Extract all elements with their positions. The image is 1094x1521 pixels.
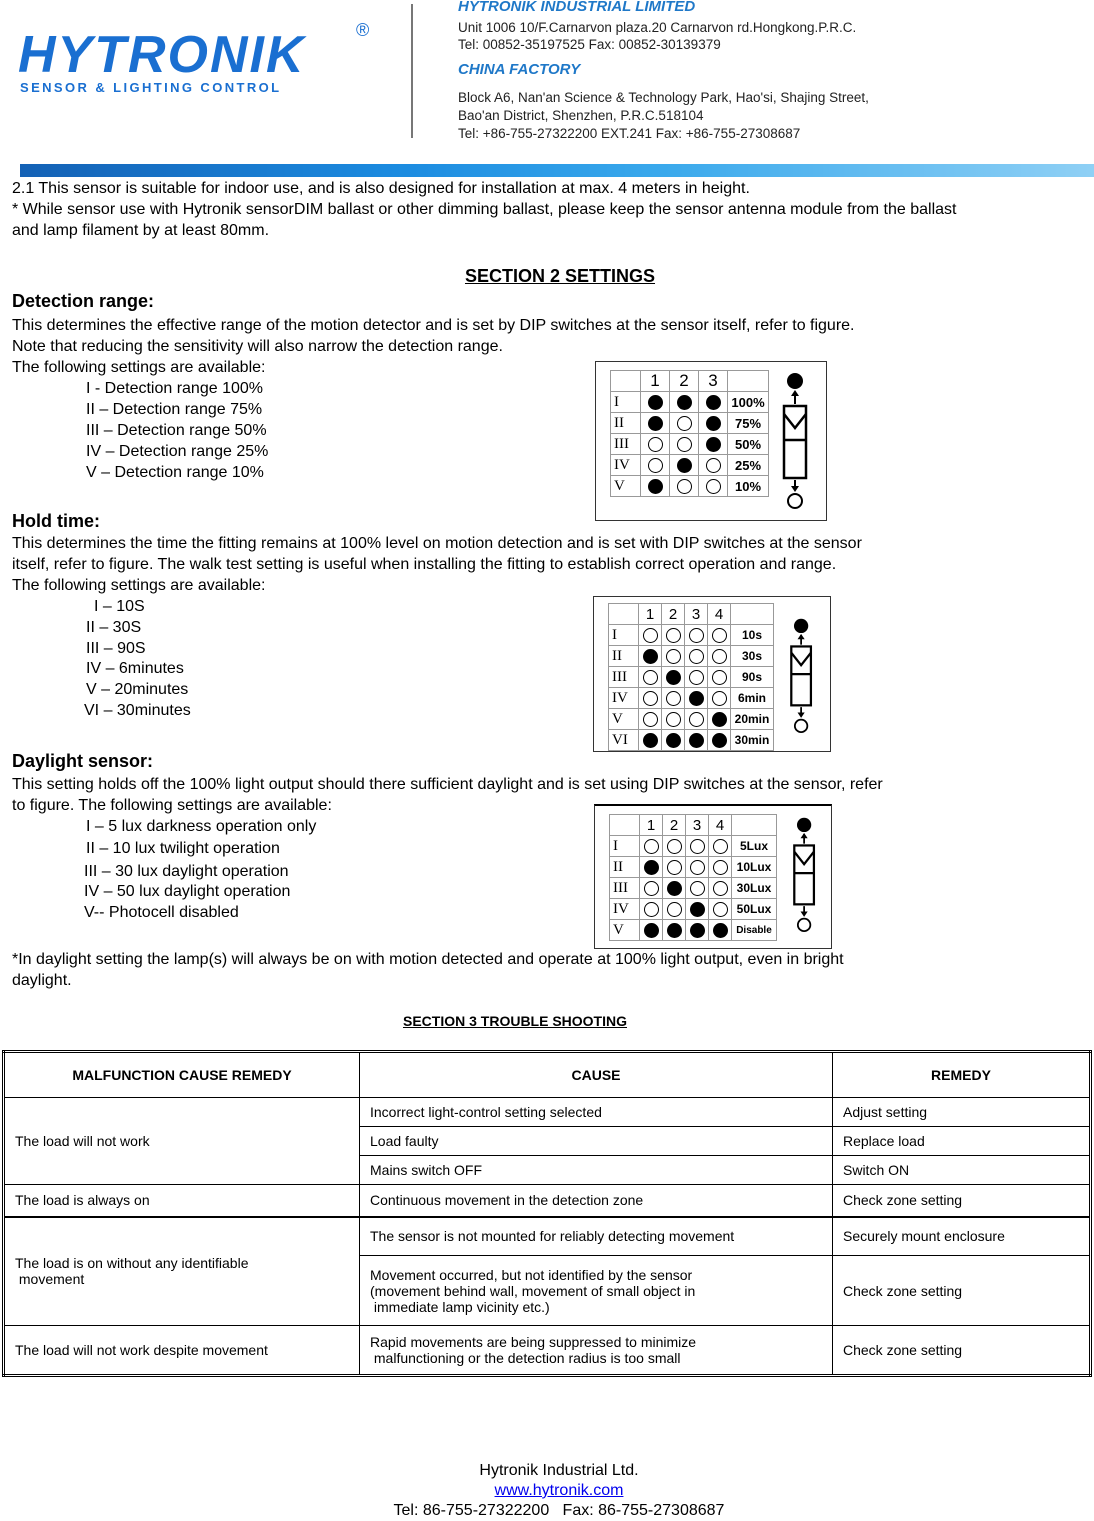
hold-item: IV – 6minutes	[86, 660, 184, 677]
detection-item: II – Detection range 75%	[86, 401, 263, 418]
detection-item: I - Detection range 100%	[86, 380, 263, 397]
daylight-p1: This setting holds off the 100% light output should there sufficient daylight and is set using DIP switches at the sensor, refer	[12, 776, 883, 793]
dip-switch-icon	[781, 370, 811, 510]
dip-switch-icon	[788, 617, 816, 733]
svg-text:HYTRONIK: HYTRONIK	[18, 26, 306, 84]
hold-dip-figure	[593, 596, 831, 752]
daylight-dip-figure	[594, 804, 832, 949]
cause-cell: Continuous movement in the detection zone	[360, 1185, 833, 1217]
daylight-heading: Daylight sensor:	[12, 751, 154, 771]
daylight-note-2: daylight.	[12, 972, 72, 989]
intro-line-1: 2.1 This sensor is suitable for indoor use, and is also designed for installation at max. 4 meters in height.	[12, 180, 750, 197]
cause-cell: The sensor is not mounted for reliably detecting movement	[360, 1217, 833, 1256]
section2-title: SECTION 2 SETTINGS	[464, 266, 656, 286]
header-color-bar	[20, 164, 1094, 177]
troubleshooting-table	[2, 1050, 1092, 1377]
hold-p3: The following settings are available:	[12, 577, 266, 594]
malfunction-cell: The load will not work despite movement	[4, 1326, 360, 1376]
dip-switch-icon	[791, 816, 819, 932]
daylight-item: III – 30 lux daylight operation	[84, 863, 289, 880]
detection-dip-table: 1 2 3 I 100% II 75% III 50% IV 25% V 10%	[610, 370, 769, 497]
footer-url-wrap	[12, 1481, 1094, 1501]
remedy-cell: Switch ON	[833, 1156, 1091, 1185]
cause-cell: Mains switch OFF	[360, 1156, 833, 1185]
remedy-cell: Adjust setting	[833, 1098, 1091, 1127]
malfunction-cell: The load is on without any identifiable movement	[4, 1217, 360, 1326]
hold-p2: itself, refer to figure. The walk test setting is useful when installing the fitting to establish correct operation and range.	[12, 556, 837, 573]
detection-item: IV – Detection range 25%	[86, 443, 269, 460]
cause-cell: Movement occurred, but not identified by the sensor (movement behind wall, movement of small object in immediate lamp vicinity etc.)	[360, 1256, 833, 1326]
remedy-cell: Check zone setting	[833, 1185, 1091, 1217]
detection-p3: The following settings are available:	[12, 359, 266, 376]
hold-heading: Hold time:	[12, 511, 100, 531]
cause-cell: Load faulty	[360, 1127, 833, 1156]
hold-dip-table: 1 2 3 4 I 10s II 30s III 90s IV 6min V 20min VI 30min	[608, 603, 774, 751]
section3-title: SECTION 3 TROUBLE SHOOTING	[402, 1013, 627, 1029]
svg-text:®: ®	[356, 22, 370, 40]
daylight-p2: to figure. The following settings are available:	[12, 797, 332, 814]
remedy-cell: Check zone setting	[833, 1326, 1091, 1376]
intro-line-3: and lamp filament by at least 80mm.	[12, 222, 270, 239]
footer-contact: Tel: 86-755-27322200 Fax: 86-755-27308687	[393, 1502, 725, 1519]
hold-item: V – 20minutes	[86, 681, 189, 698]
cause-cell: Rapid movements are being suppressed to minimize malfunctioning or the detection radius is too small	[360, 1326, 833, 1376]
malfunction-cell: The load is always on	[4, 1185, 360, 1217]
daylight-item: II – 10 lux twilight operation	[86, 840, 280, 857]
hytronik-logo	[18, 22, 378, 102]
factory-address-1: Block A6, Nan'an Science & Technology Park, Hao'si, Shajing Street,	[458, 90, 869, 105]
hk-phone: Tel: 00852-35197525 Fax: 00852-30139379	[458, 37, 721, 52]
factory-address-2: Bao'an District, Shenzhen, P.R.C.518104	[458, 108, 704, 123]
column-header: CAUSE	[360, 1052, 833, 1098]
daylight-item: V-- Photocell disabled	[84, 904, 239, 921]
footer-company: Hytronik Industrial Ltd.	[479, 1462, 639, 1479]
intro-line-2: * While sensor use with Hytronik sensorDIM ballast or other dimming ballast, please keep the sensor antenna module from the ballast	[12, 201, 957, 218]
daylight-item: I – 5 lux darkness operation only	[86, 818, 317, 835]
hk-address: Unit 1006 10/F.Carnarvon plaza.20 Carnarvon rd.Hongkong.P.R.C.	[458, 20, 857, 35]
svg-text:SENSOR & LIGHTING CONTROL: SENSOR & LIGHTING CONTROL	[20, 80, 282, 95]
daylight-item: IV – 50 lux daylight operation	[84, 883, 291, 900]
factory-title: CHINA FACTORY	[458, 61, 581, 78]
remedy-cell: Securely mount enclosure	[833, 1217, 1091, 1256]
detection-dip-figure	[595, 361, 827, 521]
detection-p2: Note that reducing the sensitivity will also narrow the detection range.	[12, 338, 503, 355]
company-name: HYTRONIK INDUSTRIAL LIMITED	[458, 0, 696, 15]
detection-item: V – Detection range 10%	[86, 464, 264, 481]
remedy-cell: Check zone setting	[833, 1256, 1091, 1326]
header-divider	[411, 4, 413, 138]
column-header: REMEDY	[833, 1052, 1091, 1098]
daylight-note-1: *In daylight setting the lamp(s) will always be on with motion detected and operate at 100% light output, even in bright	[12, 951, 844, 968]
website-link[interactable]: www.hytronik.com	[494, 1482, 624, 1499]
malfunction-cell: The load will not work	[4, 1098, 360, 1185]
column-header: MALFUNCTION CAUSE REMEDY	[4, 1052, 360, 1098]
factory-phone: Tel: +86-755-27322200 EXT.241 Fax: +86-755-27308687	[458, 126, 801, 141]
hold-item: I – 10S	[94, 598, 145, 615]
detection-heading: Detection range:	[12, 291, 155, 311]
hold-item: VI – 30minutes	[84, 702, 191, 719]
hold-item: III – 90S	[86, 640, 146, 657]
hold-item: II – 30S	[86, 619, 142, 636]
cause-cell: Incorrect light-control setting selected	[360, 1098, 833, 1127]
daylight-dip-table: 1 2 3 4 I 5Lux II 10Lux III 30Lux IV 50Lux V Disable	[609, 814, 777, 941]
remedy-cell: Replace load	[833, 1127, 1091, 1156]
hold-p1: This determines the time the fitting remains at 100% level on motion detection and is set with DIP switches at the sensor	[12, 535, 862, 552]
detection-p1: This determines the effective range of the motion detector and is set by DIP switches at the sensor itself, refer to figure.	[12, 317, 855, 334]
detection-item: III – Detection range 50%	[86, 422, 267, 439]
